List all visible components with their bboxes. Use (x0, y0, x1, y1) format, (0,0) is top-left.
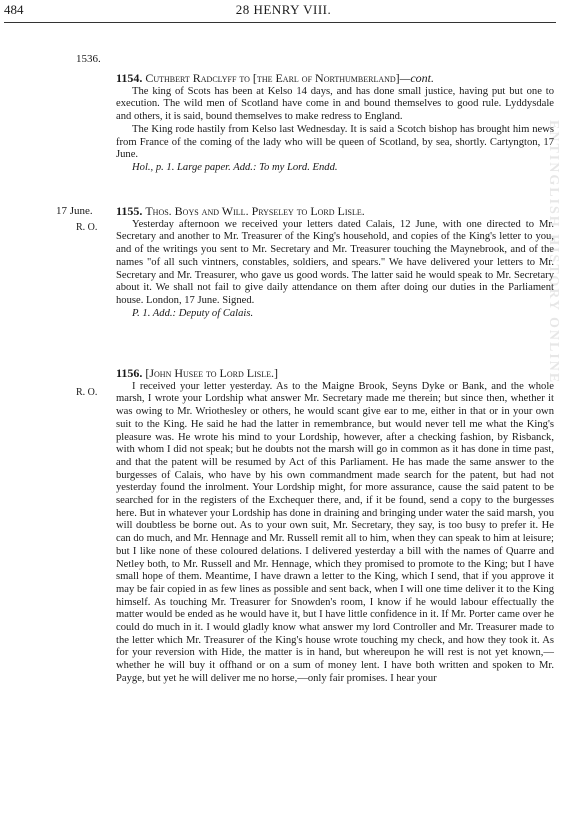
entry-title: [John Husee to Lord Lisle.] (145, 366, 278, 380)
entry-heading (116, 72, 554, 85)
entry-paragraph: Yesterday afternoon we received your letters dated Calais, 12 June, with one directed to Mr. Secretary and another to Mr. Treasurer of the King's household, and copies of the King's letter to you, and of the writings you sent to Mr. Secretary and Mr. Treasurer touching the Maynebrook, and of the names "of all such vintners, constables, soldiers, and spears." We have delivered your letters to Mr. Secretary and Mr. Treasurer, who gave us good words. The latter said he would speak to Mr. Secretary about it. We shall not fail to give daily attendance on them after doing our duties in the Parliament house. London, 17 June. Signed. (116, 218, 554, 306)
entry-number: 1155. (116, 204, 143, 218)
entry-heading (116, 367, 554, 380)
entry-paragraph: I received your letter yesterday. As to the Maigne Brook, Seyns Dyke or Bank, and the whole marsh, I wrote your Lordship what answer Mr. Secretary made me therein; but since then, whether it was owing to Mr. Wriothesley or others, he would scant give ear to me, either in that or in your own suit to the King. He said he had the latter in remembrance, but would never tell me what the King's pleasure was. He wrote his mind to your Lordship, however, after a checking fashion, by Risbanck, with whom I did not speak; but he doubts not the marsh will go in common as it has done in time past, and that the patent will be resumed by Act of this Parliament. He has made the same answer to the burgesses of Calais, who have by his own commandment made search for the patent, but had not yesterday found the inrolment. Your Lordship might, for more assurance, cause the said patent to be searched for in the registers of the Exchequer there, and, if it be found, send a copy to the burgesses here. But in whatever your Lordship has done in draining and bringing under water the said marsh, you will doubtless be borne out. As to your own suit, Mr. Secretary, they say, is too busy to prefer it. He can do much, and Mr. Hennage and Mr. Russell remit all to him, when they can speak to him at leisure; but I like none of these coloured delations. I delivered yesterday a bill with the names of Quarre and Netley both, to Mr. Russell and Mr. Hennage, which they promised to promote to the King; but I have small hope of them. Meantime, I have drawn a letter to the King, which I send, that if you approve it may be fair copied in as few lines as possible and sent back, when I will one time deliver it to the King himself. As touching Mr. Treasurer for Snowden's room, I know if he would labour effectually the matter would be ended as he would have it, but I have little confidence in it. If Mr. Porter came over he could do much in it. I would gladly know what answer my lord Controller and Mr. Treasurer made to the letter which Mr. Treasurer of the King's house wrote touching my check, and how they took it. As for your reversion with Hide, the matter is in hand, but whereupon he will rest is not yet known,—whether he will buy it offhand or on a sum of money lent. I have both written and spoken to Mr. Payge, but yet he will deliver me no horse,—only fair promises. I hear your (116, 380, 554, 684)
entry-heading (116, 205, 554, 218)
watermark: ENTINGLISH HISTORY ONLINE (546, 120, 561, 385)
entry-paragraph: The king of Scots has been at Kelso 14 days, and has done small justice, having put but one to execution. The wild men of Scotland have come in and bound themselves to good rule. Lyddysdale and others, it is said, bound themselves to make redress to England. (116, 85, 554, 123)
entry-title: Thos. Boys and Will. Pryseley to Lord Lisle. (145, 204, 365, 218)
year-label: 1536. (76, 53, 101, 65)
page-number: 484 (4, 2, 24, 17)
entry-1155 (116, 205, 554, 320)
entry-footer: Hol., p. 1. Large paper. Add.: To my Lord. Endd. (132, 161, 338, 173)
entry-title: Cuthbert Radclyff to [the Earl of Northumberland] (145, 71, 400, 85)
entry-paragraph: The King rode hastily from Kelso last Wednesday. It is said a Scotch bishop has brought him news from France of the coming of the lady who will be queen of Scotland, by sea, shortly. Cartyngton, 17 June. (116, 123, 554, 161)
entry-title-suffix: —cont. (399, 71, 435, 85)
margin-source: R. O. (76, 222, 98, 233)
entry-1156 (116, 367, 554, 686)
entry-footer: P. 1. Add.: Deputy of Calais. (132, 307, 254, 319)
header-rule (4, 22, 556, 23)
entry-number: 1156. (116, 366, 143, 380)
entry-number: 1154. (116, 71, 143, 85)
margin-date: 17 June. (56, 205, 93, 217)
margin-source: R. O. (76, 387, 98, 398)
running-title: 28 HENRY VIII. (235, 2, 332, 17)
entry-1154 (116, 72, 554, 175)
